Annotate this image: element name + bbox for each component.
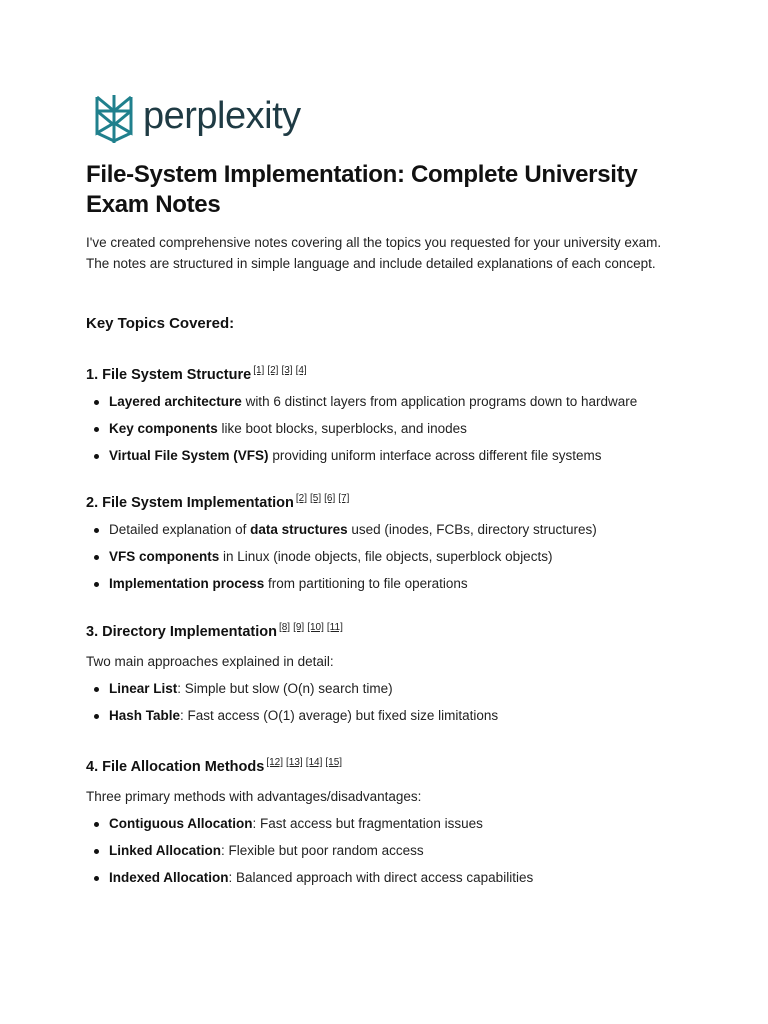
list-item-text: providing uniform interface across different file systems bbox=[268, 448, 602, 463]
citation-link[interactable]: [3] bbox=[281, 365, 293, 376]
list-item-term: Virtual File System (VFS) bbox=[109, 448, 269, 463]
citation-link[interactable]: [6] bbox=[324, 493, 336, 504]
list-item-text: : Balanced approach with direct access capabilities bbox=[228, 870, 534, 885]
section-file-system-structure bbox=[86, 361, 726, 466]
citation-link[interactable]: [12] bbox=[266, 757, 283, 768]
list-item-text: : Fast access (O(1) average) but fixed size limitations bbox=[180, 708, 499, 723]
list-item bbox=[86, 574, 726, 594]
bullet-list bbox=[86, 814, 726, 888]
citation-link[interactable]: [10] bbox=[307, 622, 324, 633]
section-heading bbox=[86, 618, 726, 642]
citation-link[interactable]: [13] bbox=[286, 757, 303, 768]
citation-refs bbox=[266, 757, 345, 768]
list-item-term: data structures bbox=[250, 522, 348, 537]
citation-link[interactable]: [4] bbox=[295, 365, 307, 376]
list-item bbox=[86, 706, 726, 726]
list-item-term: Linked Allocation bbox=[109, 843, 222, 858]
citation-link[interactable]: [2] bbox=[267, 365, 279, 376]
section-directory-implementation bbox=[86, 618, 726, 726]
list-item-term: Contiguous Allocation bbox=[109, 816, 253, 831]
list-item-text: used (inodes, FCBs, directory structures) bbox=[347, 522, 597, 537]
list-item bbox=[86, 814, 726, 834]
list-item bbox=[86, 392, 726, 412]
list-item bbox=[86, 547, 726, 567]
citation-refs bbox=[253, 365, 310, 376]
citation-link[interactable]: [11] bbox=[326, 622, 343, 633]
citation-link[interactable]: [9] bbox=[293, 622, 305, 633]
list-item bbox=[86, 446, 726, 466]
list-item-text: in Linux (inode objects, file objects, superblock objects) bbox=[219, 549, 553, 564]
list-item bbox=[86, 868, 726, 888]
citation-refs bbox=[296, 493, 353, 504]
brand-name: perplexity bbox=[143, 95, 301, 137]
list-item-term: Implementation process bbox=[109, 576, 265, 591]
section-heading bbox=[86, 361, 726, 385]
list-item-text: like boot blocks, superblocks, and inodes bbox=[217, 421, 467, 436]
list-item bbox=[86, 520, 726, 540]
section-heading-text: 3. Directory Implementation bbox=[86, 624, 277, 640]
list-item-text: : Flexible but poor random access bbox=[221, 843, 424, 858]
section-lead: Two main approaches explained in detail: bbox=[86, 654, 334, 669]
bullet-list bbox=[86, 392, 726, 466]
list-item-term: Key components bbox=[109, 421, 218, 436]
key-topics-heading: Key Topics Covered: bbox=[86, 315, 235, 332]
citation-link[interactable]: [7] bbox=[338, 493, 350, 504]
brand-logo bbox=[93, 93, 301, 145]
intro-paragraph: I've created comprehensive notes covering all the topics you requested for your university exam. The notes are structured in simple language and include detailed explanations of each concept. bbox=[86, 235, 662, 271]
section-lead: Three primary methods with advantages/disadvantages: bbox=[86, 789, 422, 804]
list-item-term: Indexed Allocation bbox=[109, 870, 229, 885]
citation-link[interactable]: [5] bbox=[310, 493, 322, 504]
section-heading bbox=[86, 489, 726, 513]
section-file-allocation-methods bbox=[86, 753, 726, 888]
section-heading-text: 1. File System Structure bbox=[86, 367, 252, 383]
list-item-text: with 6 distinct layers from application programs down to hardware bbox=[241, 394, 638, 409]
list-item-term: Layered architecture bbox=[109, 394, 242, 409]
list-item bbox=[86, 419, 726, 439]
list-item-text: from partitioning to file operations bbox=[264, 576, 468, 591]
section-heading bbox=[86, 753, 726, 777]
list-item-text: Detailed explanation of bbox=[109, 522, 251, 537]
section-heading-text: 2. File System Implementation bbox=[86, 495, 294, 511]
perplexity-logo-icon bbox=[93, 93, 135, 145]
citation-link[interactable]: [8] bbox=[278, 622, 291, 633]
citation-link[interactable]: [1] bbox=[253, 365, 265, 376]
page-title: File-System Implementation: Complete University Exam Notes bbox=[86, 161, 638, 218]
list-item bbox=[86, 841, 726, 861]
section-file-system-implementation bbox=[86, 489, 726, 594]
citation-link[interactable]: [15] bbox=[325, 757, 343, 768]
list-item-text: : Fast access but fragmentation issues bbox=[252, 816, 483, 831]
list-item-text: : Simple but slow (O(n) search time) bbox=[177, 681, 393, 696]
list-item-term: VFS components bbox=[109, 549, 220, 564]
section-heading-text: 4. File Allocation Methods bbox=[86, 759, 265, 775]
citation-link[interactable]: [14] bbox=[305, 757, 323, 768]
list-item-term: Hash Table bbox=[109, 708, 181, 723]
bullet-list bbox=[86, 520, 726, 594]
bullet-list bbox=[86, 679, 726, 726]
citation-link[interactable]: [2] bbox=[295, 493, 308, 504]
list-item bbox=[86, 679, 726, 699]
list-item-term: Linear List bbox=[109, 681, 178, 696]
citation-refs bbox=[279, 622, 346, 633]
